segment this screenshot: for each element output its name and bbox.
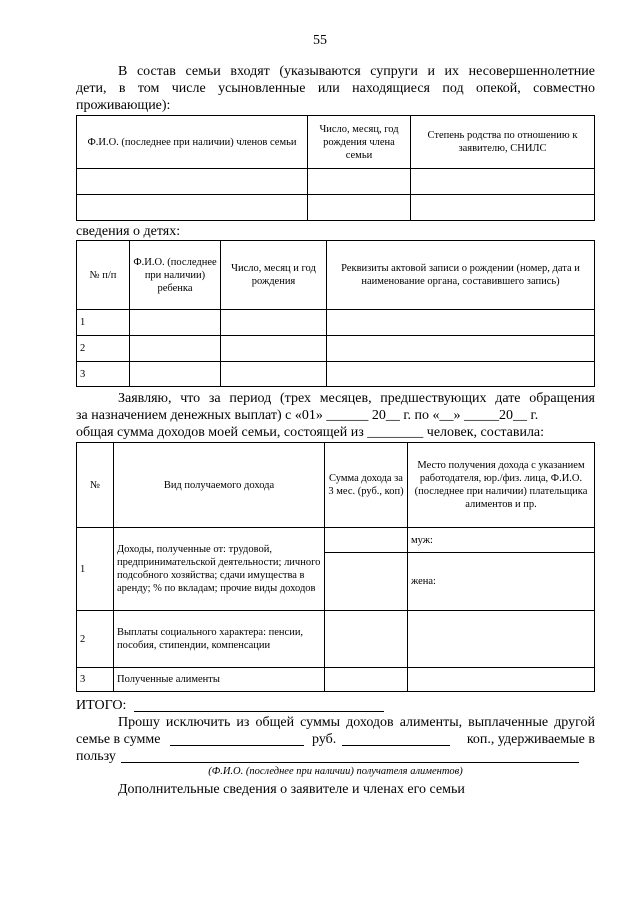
statement-line3: общая сумма доходов моей семьи, состоящей из ________ человек, составила: <box>76 425 545 440</box>
income-header-amount: Сумма дохода за 3 мес. (руб., коп) <box>325 443 408 528</box>
children-row-num: 3 <box>77 362 130 387</box>
family-header-birthdate: Число, месяц, год рождения члена семьи <box>308 116 411 169</box>
alimony-caption: (Ф.И.О. (последнее при наличии) получателя алиментов) <box>208 766 463 777</box>
alimony-kop-field[interactable] <box>342 745 450 746</box>
family-cell-birthdate[interactable] <box>308 195 411 221</box>
total-field[interactable] <box>134 711 384 712</box>
total-label: ИТОГО: <box>76 698 127 713</box>
children-cell-record[interactable] <box>327 336 595 362</box>
family-intro-line1: В состав семьи входят (указываются супруги и их несовершеннолетние <box>118 64 595 79</box>
income-row <box>77 528 595 553</box>
income-row-num: 1 <box>77 528 114 611</box>
family-header-name: Ф.И.О. (последнее при наличии) членов семьи <box>77 116 308 169</box>
children-cell-record[interactable] <box>327 310 595 336</box>
family-intro-line2: дети, в том числе усыновленные или находящиеся под опекой, совместно <box>76 81 595 96</box>
income-header-source: Место получения дохода с указанием работодателя, юр./физ. лица, Ф.И.О. (последнее при наличии) плательщика алиментов и пр. <box>408 443 595 528</box>
children-row <box>77 336 595 362</box>
children-row <box>77 362 595 387</box>
alimony-rub-field[interactable] <box>170 745 304 746</box>
income-cell-wife[interactable]: жена: <box>408 553 595 611</box>
additional-info: Дополнительные сведения о заявителе и членах его семьи <box>118 782 465 797</box>
income-cell-amount[interactable] <box>325 668 408 692</box>
family-cell-name[interactable] <box>77 195 308 221</box>
income-row <box>77 611 595 668</box>
income-cell-source[interactable] <box>408 611 595 668</box>
alimony-line2-a: семье в сумме <box>76 732 161 747</box>
family-table <box>76 115 595 221</box>
children-header-record: Реквизиты актовой записи о рождении (номер, дата и наименование органа, составившего запись) <box>327 241 595 310</box>
income-row-type: Доходы, полученные от: трудовой, предпринимательской деятельности; личного подсобного хозяйства; сдачи имущества в аренду; % по вкладам; прочие виды доходов <box>114 528 325 611</box>
family-cell-relation[interactable] <box>411 169 595 195</box>
children-cell-name[interactable] <box>130 310 221 336</box>
alimony-recipient-field[interactable] <box>121 762 579 763</box>
income-header-type: Вид получаемого дохода <box>114 443 325 528</box>
statement-line1: Заявляю, что за период (трех месяцев, предшествующих дате обращения <box>118 391 595 406</box>
children-row-num: 2 <box>77 336 130 362</box>
income-cell-amount-wife[interactable] <box>325 553 408 611</box>
alimony-line1: Прошу исключить из общей суммы доходов алименты, выплаченные другой <box>118 715 595 730</box>
income-row-type: Полученные алименты <box>114 668 325 692</box>
alimony-line2-c: коп., удерживаемые в <box>466 732 595 747</box>
children-cell-birthdate[interactable] <box>221 310 327 336</box>
family-cell-birthdate[interactable] <box>308 169 411 195</box>
children-row-num: 1 <box>77 310 130 336</box>
income-cell-husband[interactable]: муж: <box>408 528 595 553</box>
children-cell-birthdate[interactable] <box>221 336 327 362</box>
children-cell-name[interactable] <box>130 336 221 362</box>
children-header-birthdate: Число, месяц и год рождения <box>221 241 327 310</box>
family-row <box>77 169 595 195</box>
children-cell-name[interactable] <box>130 362 221 387</box>
family-cell-name[interactable] <box>77 169 308 195</box>
children-header-name: Ф.И.О. (последнее при наличии) ребенка <box>130 241 221 310</box>
statement-line2: за назначением денежных выплат) с «01» ______ 20__ г. по «__» _____20__ г. <box>76 408 539 423</box>
income-cell-amount[interactable] <box>325 611 408 668</box>
children-cell-record[interactable] <box>327 362 595 387</box>
income-row-type: Выплаты социального характера: пенсии, пособия, стипендии, компенсации <box>114 611 325 668</box>
income-cell-amount-husband[interactable] <box>325 528 408 553</box>
family-cell-relation[interactable] <box>411 195 595 221</box>
family-intro-line3: проживающие): <box>76 98 171 113</box>
children-cell-birthdate[interactable] <box>221 362 327 387</box>
children-label: сведения о детях: <box>76 224 181 239</box>
income-cell-source[interactable] <box>408 668 595 692</box>
page-number: 55 <box>313 33 327 48</box>
children-row <box>77 310 595 336</box>
income-header-num: № <box>77 443 114 528</box>
income-row-num: 2 <box>77 611 114 668</box>
income-table <box>76 442 595 692</box>
alimony-line3: пользу <box>76 749 116 764</box>
children-header-num: № п/п <box>77 241 130 310</box>
family-header-relation: Степень родства по отношению к заявителю, СНИЛС <box>411 116 595 169</box>
alimony-line2-b: руб. <box>312 732 337 747</box>
family-row <box>77 195 595 221</box>
income-row-num: 3 <box>77 668 114 692</box>
children-table <box>76 240 595 387</box>
income-row <box>77 668 595 692</box>
